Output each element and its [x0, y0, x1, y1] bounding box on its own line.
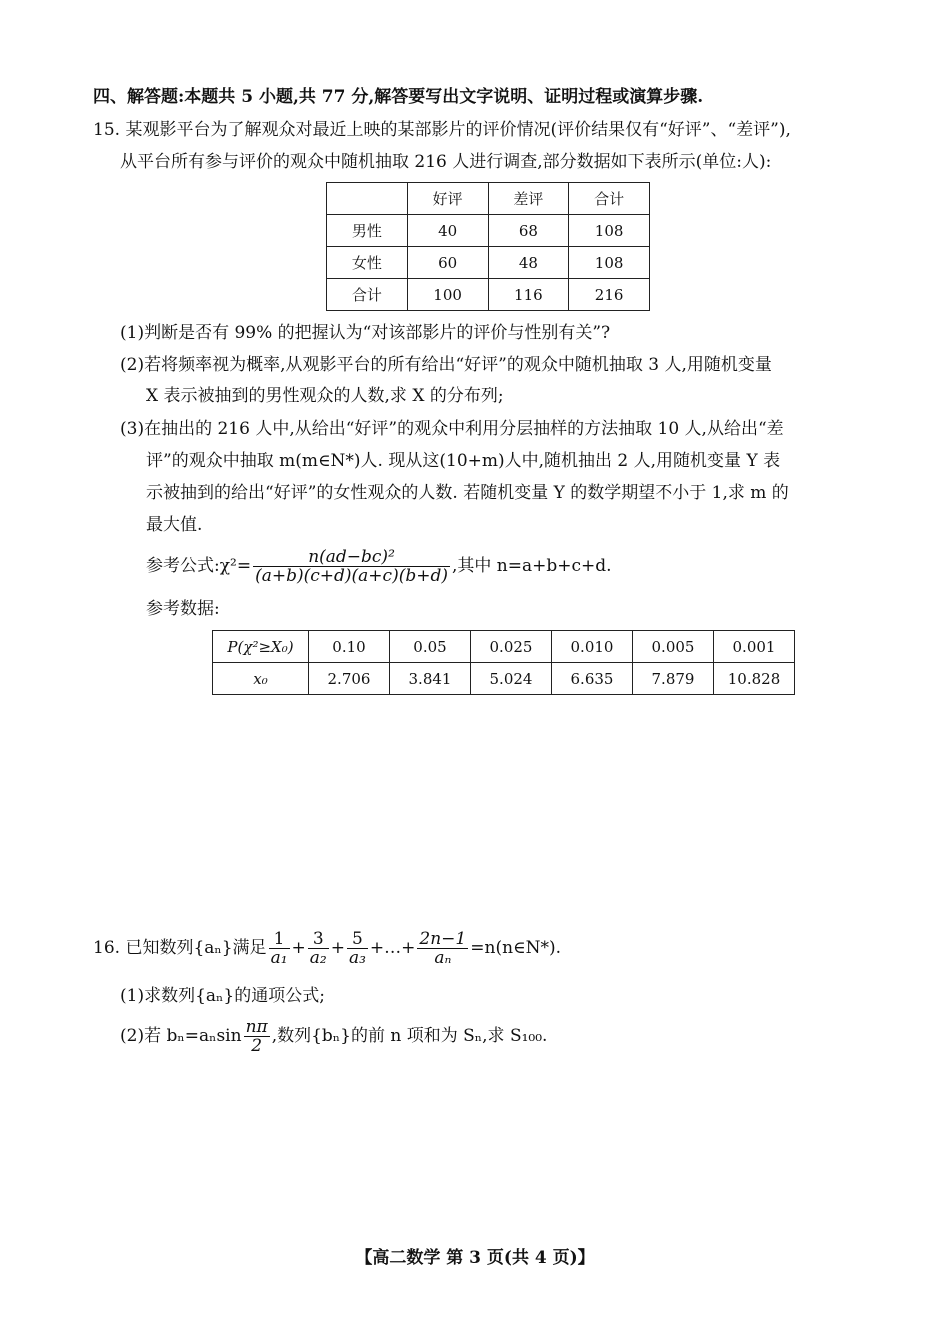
- table-cell: 6.635: [552, 663, 633, 695]
- q16-part2: [120, 1018, 547, 1055]
- table-row: [327, 215, 650, 247]
- table-cell: 10.828: [714, 663, 795, 695]
- table-cell: 68: [488, 215, 569, 247]
- table-row: [327, 247, 650, 279]
- table-cell: 216: [569, 279, 650, 311]
- chi-square-fraction: [253, 548, 450, 585]
- table-cell: 116: [488, 279, 569, 311]
- fraction: [417, 930, 468, 967]
- q15-line1: 15. 某观影平台为了解观众对最近上映的某部影片的评价情况(评价结果仅有“好评”、“差评”),: [93, 120, 791, 140]
- table-cell: 108: [569, 215, 650, 247]
- formula-label: 参考公式:χ²=: [146, 556, 252, 576]
- table-header-row: [327, 183, 650, 215]
- section-header: 四、解答题:本题共 5 小题,共 77 分,解答要写出文字说明、证明过程或演算步骤.: [93, 87, 704, 107]
- table-cell: 3.841: [390, 663, 471, 695]
- table-header-cell: 差评: [488, 183, 569, 215]
- fraction: [269, 930, 290, 967]
- table-cell: 0.05: [390, 631, 471, 663]
- table-cell: 0.005: [633, 631, 714, 663]
- fraction-numerator: 1: [269, 930, 290, 949]
- fraction-numerator: 3: [308, 930, 329, 949]
- table-cell: 108: [569, 247, 650, 279]
- fraction-denominator: aₙ: [434, 948, 452, 968]
- table-row: [327, 279, 650, 311]
- fraction: [347, 930, 368, 967]
- fraction-numerator: 2n−1: [419, 929, 467, 949]
- q15-part3-line2: 评”的观众中抽取 m(m∈N*)人. 现从这(10+m)人中,随机抽出 2 人,用随机变量 Y 表: [146, 451, 781, 471]
- page-footer: 【高二数学 第 3 页(共 4 页)】: [355, 1248, 595, 1268]
- table-cell: 0.001: [714, 631, 795, 663]
- q16-part1: (1)求数列{aₙ}的通项公式;: [120, 986, 325, 1006]
- table-cell: 2.706: [309, 663, 390, 695]
- table-row: [213, 631, 795, 663]
- table-header-cell: 合计: [569, 183, 650, 215]
- formula-denominator: (a+b)(c+d)(a+c)(b+d): [255, 566, 448, 586]
- fraction: [244, 1018, 270, 1055]
- q16-tail: =n(n∈N*).: [470, 938, 562, 958]
- fraction-numerator: nπ: [245, 1017, 268, 1037]
- table-cell: 100: [407, 279, 488, 311]
- fraction: [308, 930, 329, 967]
- table-cell: 60: [407, 247, 488, 279]
- table-cell: 0.025: [471, 631, 552, 663]
- table-cell: 0.010: [552, 631, 633, 663]
- fraction-denominator: a₁: [270, 948, 288, 968]
- q16-prefix: 16. 已知数列{aₙ}满足: [93, 938, 267, 958]
- q16-part2-tail: ,数列{bₙ}的前 n 项和为 Sₙ,求 S₁₀₀.: [271, 1026, 548, 1046]
- formula-tail: ,其中 n=a+b+c+d.: [451, 556, 612, 576]
- ellipsis-sum: +…+: [369, 938, 416, 958]
- table-row-label: x₀: [213, 663, 309, 695]
- table-cell: 48: [488, 247, 569, 279]
- table-header-cell: [327, 183, 408, 215]
- table-cell: 0.10: [309, 631, 390, 663]
- q15-part3-line4: 最大值.: [146, 515, 203, 535]
- q15-survey-table: [326, 182, 650, 311]
- critical-value-table: [212, 630, 795, 695]
- fraction-denominator: a₂: [309, 948, 327, 968]
- table-cell: 7.879: [633, 663, 714, 695]
- q15-part2-line2: X 表示被抽到的男性观众的人数,求 X 的分布列;: [146, 386, 504, 406]
- table-cell: 合计: [327, 279, 408, 311]
- table-cell: 5.024: [471, 663, 552, 695]
- table-row-label: P(χ²≥X₀): [213, 631, 309, 663]
- table-cell: 男性: [327, 215, 408, 247]
- table-header-cell: 好评: [407, 183, 488, 215]
- q15-part2-line1: (2)若将频率视为概率,从观影平台的所有给出“好评”的观众中随机抽取 3 人,用随机变量: [120, 355, 772, 375]
- fraction-denominator: a₃: [348, 948, 366, 968]
- q16-part2-prefix: (2)若 bₙ=aₙsin: [120, 1026, 242, 1046]
- fraction-numerator: 5: [347, 930, 368, 949]
- q16-statement: 16. 已知数列{aₙ}满足 $\frac{1}{\text{a₁}}$ + $\frac{3}{\text{a₂}}$ + $\frac{5}{\text{a₃}}$ +…+ $\frac{2n-1}{\text{aₙ}}$ =n(n∈N*).: [93, 929, 562, 968]
- table-cell: 女性: [327, 247, 408, 279]
- formula-numerator: n(ad−bc)²: [253, 548, 450, 567]
- table-cell: 40: [407, 215, 488, 247]
- table-row: [213, 663, 795, 695]
- q15-part3-line3: 示被抽到的给出“好评”的女性观众的人数. 若随机变量 Y 的数学期望不小于 1,求 m 的: [146, 483, 789, 503]
- reference-formula: [146, 548, 612, 585]
- reference-data-label: 参考数据:: [146, 599, 220, 619]
- q15-part1: (1)判断是否有 99% 的把握认为“对该部影片的评价与性别有关”?: [120, 323, 611, 343]
- q15-part3-line1: (3)在抽出的 216 人中,从给出“好评”的观众中利用分层抽样的方法抽取 10 人,从给出“差: [120, 419, 784, 439]
- fraction-denominator: 2: [251, 1036, 263, 1056]
- q15-line2: 从平台所有参与评价的观众中随机抽取 216 人进行调查,部分数据如下表所示(单位:人):: [120, 152, 772, 172]
